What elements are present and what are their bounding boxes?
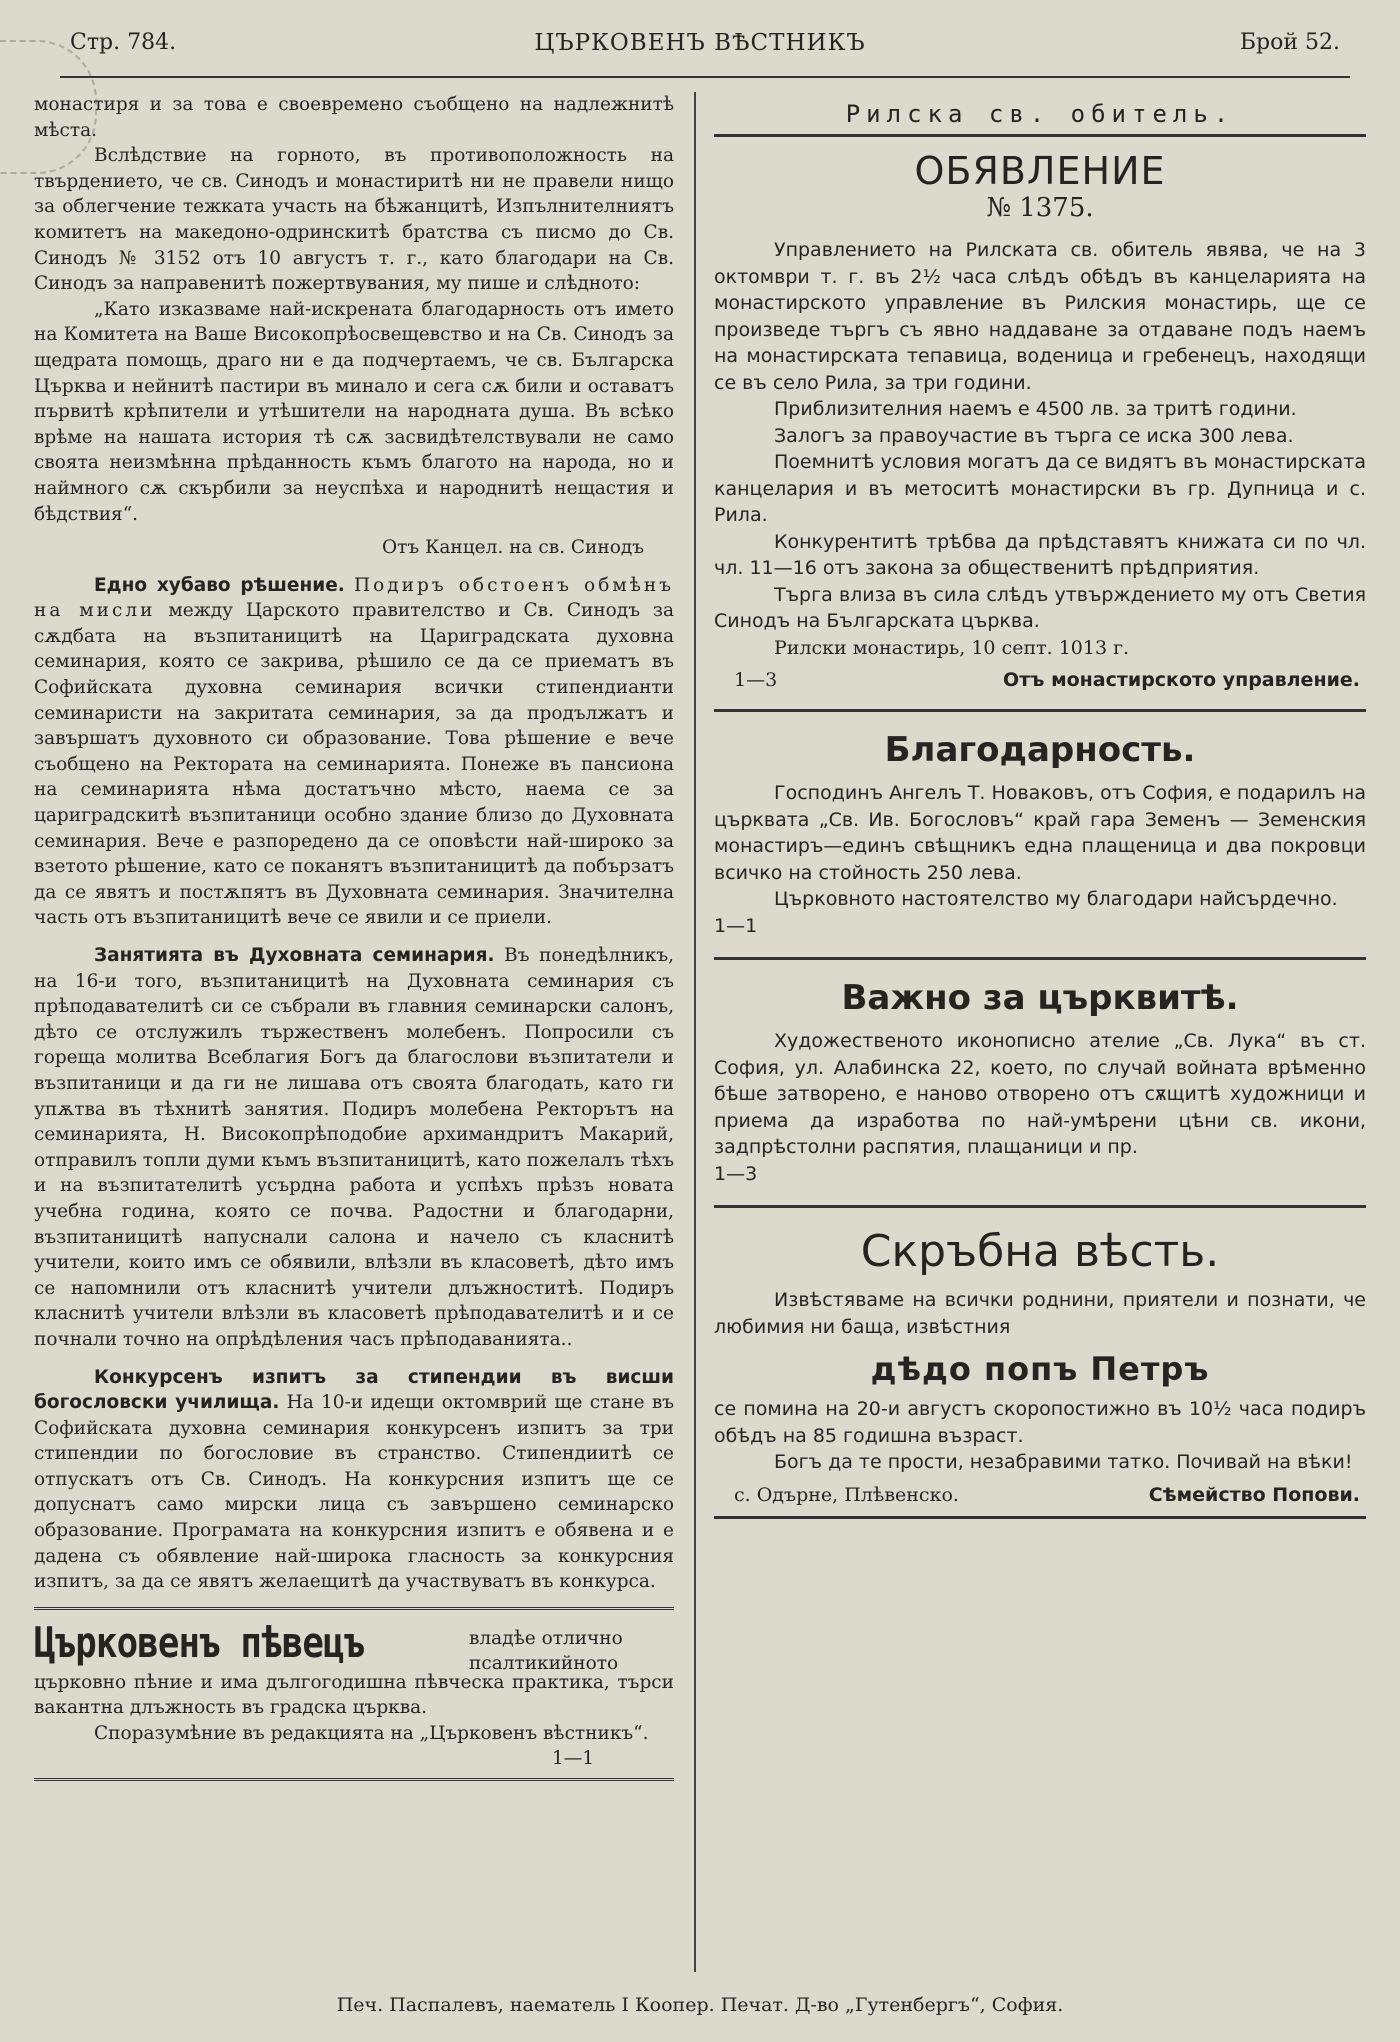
- page-header: [40, 22, 1360, 62]
- left-column: [34, 92, 674, 1781]
- article-body: На 10-и идещи октомврий ще стане въ Софийската духовна семинария конкурсенъ изпитъ за три стипендии по богословие въ странство. Стипендиитѣ се отпускатъ отъ Св. Синодъ. На конкурсния изпитъ ще се допуснатъ само мирски лица съ завършено семинарско образование. Програмата на конкурсния изпитъ е обявена и е дадена съ обявление най-широка гласность за конкурсния изпитъ, за да се явятъ желаещитѣ да участвуватъ въ конкурса.: [34, 1392, 675, 1593]
- sad-news-footer: [714, 1484, 1366, 1506]
- paragraph: Залогъ за правоучастие въ търга се иска 300 лева.: [774, 424, 1294, 447]
- ad-number: 1—3: [734, 669, 778, 691]
- spaced-text: Подиръ обстоенъ обмѣнъ на мисли: [34, 574, 674, 622]
- newspaper-title: ЦЪРКОВЕНЪ ВѢСТНИКЪ: [534, 30, 866, 56]
- paragraph: Художественото иконописно ателие „Св. Лука“ въ ст. София, ул. Алабинска 22, което, по случай войната врѣменно бѣше затворено, е наново отворено отъ сѫщитѣ художници и приема да изработва по най-умѣрени цѣни св. икони, задпрѣстолни распятия, плащаници и пр.: [714, 1030, 1366, 1158]
- paragraph: се помина на 20-и августъ скоропостижно въ 10½ часа подиръ обѣдъ на 85 годишна възраст.: [714, 1398, 1366, 1447]
- quote-paragraph: „Като изказваме най-искрената благодарность отъ името на Комитета на Ваше Високопрѣосвещевство и на Св. Синодъ за щедрата помощь, драго ни е да подчертаемъ, че св. Българска Църква и нейнитѣ пастири въ минало и сега сѫ били и оставатъ първитѣ крѣпители и утѣшители на народната душа. Въ всѣко врѣме на нашата история тѣ сѫ засвидѣтелствували не само своята неизмѣнна прѣданность къмъ благото на народа, но и наймного сѫ скърбили за неуспѣха и народнитѣ нещастия и бѣдствия“.: [34, 298, 674, 525]
- rule: [714, 1205, 1366, 1208]
- church-singer-ad: [34, 1607, 674, 1781]
- issue-number: Брой 52.: [1239, 30, 1340, 55]
- ad-headline: Църковенъ пѣвецъ: [34, 1617, 365, 1667]
- header-rule: [60, 76, 1350, 78]
- place: с. Одърне, Плѣвенско.: [734, 1483, 959, 1506]
- ad-contact: Споразумѣние въ редакцията на „Църковенъ вѣстникъ“.: [94, 1722, 649, 1744]
- article-competition-exam: [34, 1365, 674, 1595]
- rule: [714, 134, 1366, 137]
- deceased-name: дѣдо попъ Петръ: [870, 1350, 1210, 1388]
- ad-aside-text: владѣе отлично псалтикийното: [469, 1627, 623, 1674]
- paragraph: Поемнитѣ условия могатъ да се видятъ въ монастирската канцелария и въ метоситѣ монастирски въ гр. Дупница и с. Рила.: [714, 451, 1366, 526]
- rule: [714, 1516, 1366, 1519]
- rule: [714, 709, 1366, 712]
- rule: [714, 957, 1366, 960]
- printer-imprint: Печ. Паспалевъ, наематель I Коопер. Печат. Д-во „Гутенбергъ“, София.: [336, 1994, 1064, 2016]
- signature: Отъ монастирското управление.: [1003, 669, 1360, 691]
- signature: Сѣмейство Попови.: [1148, 1483, 1360, 1506]
- paragraph: Църковното настоятелство му благодари найсърдечно.: [774, 888, 1338, 910]
- ad-number: 1—1: [551, 1748, 594, 1770]
- paragraph: Извѣстяваме на всички роднини, приятели и познати, че любимия ни баща, извѣстния: [714, 1289, 1366, 1338]
- ad-number: 1—3: [714, 1162, 758, 1185]
- article-good-decision: [34, 573, 674, 931]
- announcement-footer: [714, 669, 1366, 691]
- page-number: Стр. 784.: [70, 30, 177, 55]
- paragraph: Конкурентитѣ трѣбва да прѣдставятъ книжата си по чл. чл. 11—16 отъ закона за общественитѣ прѣдприятия.: [714, 530, 1366, 579]
- signature: Отъ Канцел. на св. Синодъ: [382, 537, 644, 559]
- important-title: Важно за църквитѣ.: [841, 978, 1239, 1018]
- column-divider: [694, 92, 696, 1972]
- right-column: [714, 92, 1366, 1537]
- announcement-title: ОБЯВЛЕНИЕ: [914, 149, 1166, 193]
- article-lead: Конкурсенъ изпитъ за стипендии въ висши богословски училища.: [34, 1366, 674, 1414]
- paragraph: Богъ да те прости, незабравими татко. Почивай на вѣки!: [774, 1451, 1353, 1473]
- paragraph: монастиря и за това е своевремено съобщено на надлежнитѣ мѣста.: [34, 94, 674, 141]
- paragraph: Вслѣдствие на горното, въ противоположность на твърдението, че св. Синодъ и монастиритѣ ни не правели нищо за облегчение тежката участь на бѣжанцитѣ, Изпълнителниятъ комитетъ на македоно-одринскитѣ братства съ писмо до Св. Синодъ № 3152 отъ 10 августъ т. г., като благодари на Св. Синодъ за направенитѣ пожертвувания, му пише и слѣдното:: [34, 145, 674, 295]
- place-date: Рилски монастирь, 10 септ. 1013 г.: [774, 636, 1130, 659]
- paragraph: Управлението на Рилската св. обитель явява, че на 3 октомври т. г. въ 2½ часа слѣдъ обѣдъ въ канцеларията на монастирското управление въ Рилския монастирь, ще се произведе търгъ съ явно наддаване за отдаване подъ наемъ на монастирската тепавица, воденица и гребенецъ, находящи се въ село Рила, за три години.: [714, 239, 1366, 394]
- paragraph: Търга влиза въ сила слѣдъ утвърждението му отъ Светия Синодъ на Българската църква.: [714, 583, 1366, 632]
- article-lead: Едно хубаво рѣшение.: [94, 574, 345, 596]
- paragraph: Господинъ Ангелъ Т. Новаковъ, отъ София, е подарилъ на църквата „Св. Ив. Богословъ“ край гара Земенъ — Земенския монастиръ—единъ свѣщникъ една плащеница и два покровци всичко на стойность 250 лева.: [714, 782, 1366, 884]
- ad-text: църковно пѣние и има дългогодишна пѣвческа практика, търси вакантна длъжность въ градска църква.: [34, 1671, 674, 1719]
- article-body: между Царското правителство и Св. Синодъ за сѫдбата на възпитаницитѣ на Цариградската духовна семинария, която се закрива, рѣшило се да се приематъ въ Софийската духовна семинария всички стипендианти семинаристи на закритата семинария, за да продължатъ и завършатъ духовното си образование. Това рѣшение е вече съобщено на Ректората на семинарията. Понеже въ пансиона на семинарията нѣма достатъчно мѣсто, наема се за цариградскитѣ възпитаници особно здание близо до Духовната семинария. Вече е разпоредено да се оповѣсти най-широко за взетото рѣшение, като се поканятъ възпитаницитѣ да побързатъ да се явятъ и постѫпятъ въ Духовната семинария. Значителна часть отъ възпитаницитѣ вече се явили и се приели.: [34, 600, 675, 929]
- announcement-number: № 1375.: [986, 193, 1094, 223]
- article-body: Въ понедѣлникъ, на 16-и того, възпитаницитѣ на Духовната семинария съ прѣподавателитѣ си се събрали въ главния семинарски салонъ, дѣто се отслужилъ тържественъ молебенъ. Попросили съ гореща молитва Всеблагия Богъ да благослови възпитатели и възпитаници и да ги не лишава отъ своята благодать, като ги упѫтва въ тѣхнитѣ занятия. Подиръ молебена Ректорътъ на семинарията, Н. Високопрѣподобие архимандритъ Макарий, отправилъ топли думи къмъ възпитаницитѣ, като пожелалъ тѣхъ и на възпитателитѣ усърдна работа и успѣхъ прѣзъ новата учебна година, която се почва. Радостни и благодарни, възпитаницитѣ напуснали салона и начело съ класнитѣ учители, които имъ се обявили, влѣзли въ класоветѣ, дѣто имъ се напомнили отъ класнитѣ учители длъжноститѣ. Подиръ класнитѣ учители влѣзли въ класоветѣ прѣподавателитѣ и и се почнали точно на опрѣдѣления часъ прѣподаванията..: [34, 945, 674, 1350]
- sad-news-title: Скръбна вѣсть.: [860, 1226, 1220, 1277]
- paragraph: Приблизителния наемъ е 4500 лв. за тритѣ години.: [774, 398, 1297, 420]
- article-seminary-classes: [34, 943, 674, 1353]
- article-lead: Занятията въ Духовната семинария.: [94, 945, 495, 966]
- thanks-title: Благодарность.: [884, 730, 1196, 770]
- section-heading: Рилска св. обитель.: [845, 100, 1235, 128]
- ad-number: 1—1: [714, 914, 758, 937]
